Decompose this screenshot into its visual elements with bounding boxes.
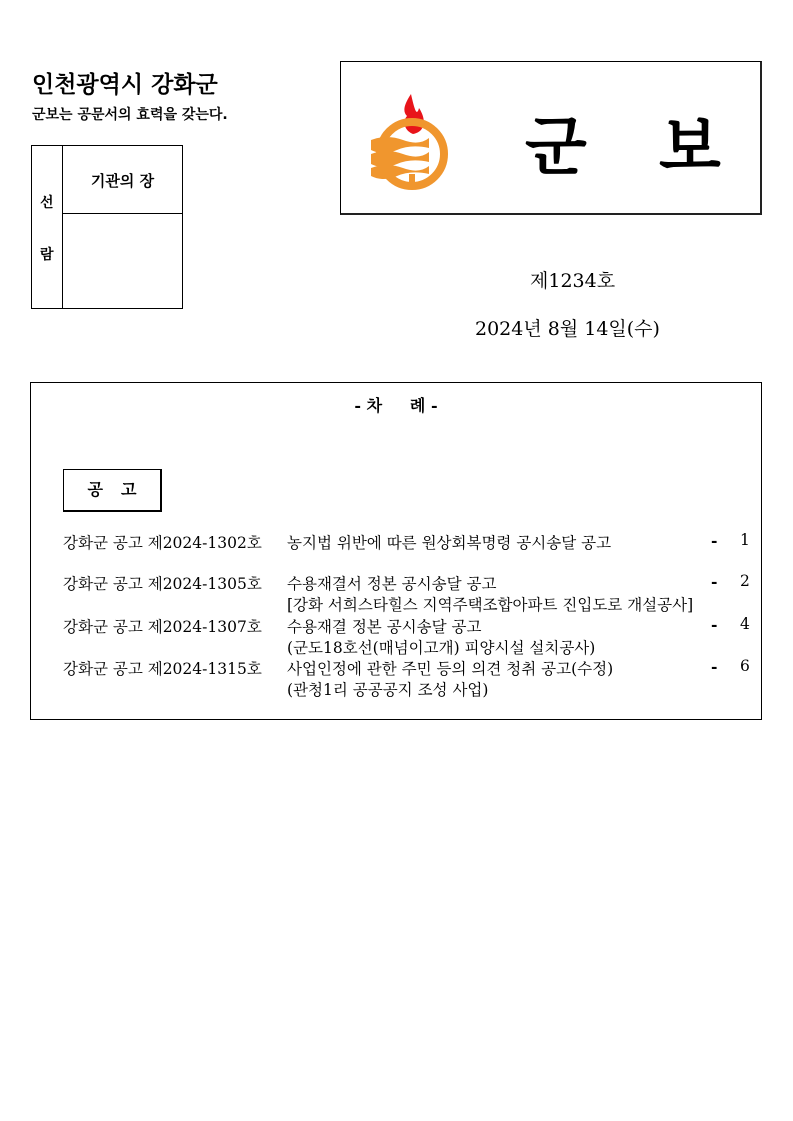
- county-emblem-icon: [367, 92, 457, 192]
- organization-name: 인천광역시 강화군: [32, 72, 218, 98]
- review-divider: [63, 213, 182, 214]
- review-side-label-top: 선: [40, 195, 54, 211]
- entry-number: 강화군 공고 제2024-1307호: [63, 618, 262, 636]
- entry-title[interactable]: 농지법 위반에 따른 원상회복명령 공시송달 공고: [287, 534, 612, 552]
- review-side-label-bottom: 람: [40, 247, 54, 263]
- entry-subtitle: [강화 서희스타힐스 지역주택조합아파트 진입도로 개설공사]: [287, 596, 694, 614]
- entry-page: 6: [740, 657, 750, 675]
- review-box: [31, 145, 183, 309]
- entry-title[interactable]: 수용재결 정본 공시송달 공고: [287, 618, 482, 636]
- entry-title[interactable]: 사업인정에 관한 주민 등의 의견 청취 공고(수정): [287, 660, 614, 678]
- entry-page: 2: [740, 572, 750, 590]
- review-head-label: 기관의 장: [90, 172, 155, 190]
- entry-dash: -: [711, 531, 718, 550]
- issue-number: 제1234호: [530, 270, 616, 292]
- title-box: [340, 61, 762, 215]
- toc-title: - 차 례 -: [354, 396, 438, 415]
- entry-page: 1: [740, 531, 750, 549]
- entry-number: 강화군 공고 제2024-1305호: [63, 575, 262, 593]
- entry-dash: -: [711, 615, 718, 634]
- entry-title[interactable]: 수용재결서 정본 공시송달 공고: [287, 575, 497, 593]
- entry-number: 강화군 공고 제2024-1315호: [63, 660, 262, 678]
- title-char-2: 보: [659, 111, 721, 185]
- title-char-1: 군: [525, 111, 587, 185]
- entry-subtitle: (관청1리 공공공지 조성 사업): [287, 681, 489, 699]
- entry-dash: -: [711, 572, 718, 591]
- review-side-column: [32, 146, 63, 308]
- motto: 군보는 공문서의 효력을 갖는다.: [32, 107, 228, 123]
- publication-date: 2024년 8월 14일(수): [475, 318, 660, 340]
- section-label: 공고: [63, 469, 162, 512]
- entry-number: 강화군 공고 제2024-1302호: [63, 534, 262, 552]
- table-of-contents: [30, 382, 762, 720]
- entry-page: 4: [740, 615, 750, 633]
- entry-dash: -: [711, 657, 718, 676]
- entry-subtitle: (군도18호선(매넘이고개) 피양시설 설치공사): [287, 639, 596, 657]
